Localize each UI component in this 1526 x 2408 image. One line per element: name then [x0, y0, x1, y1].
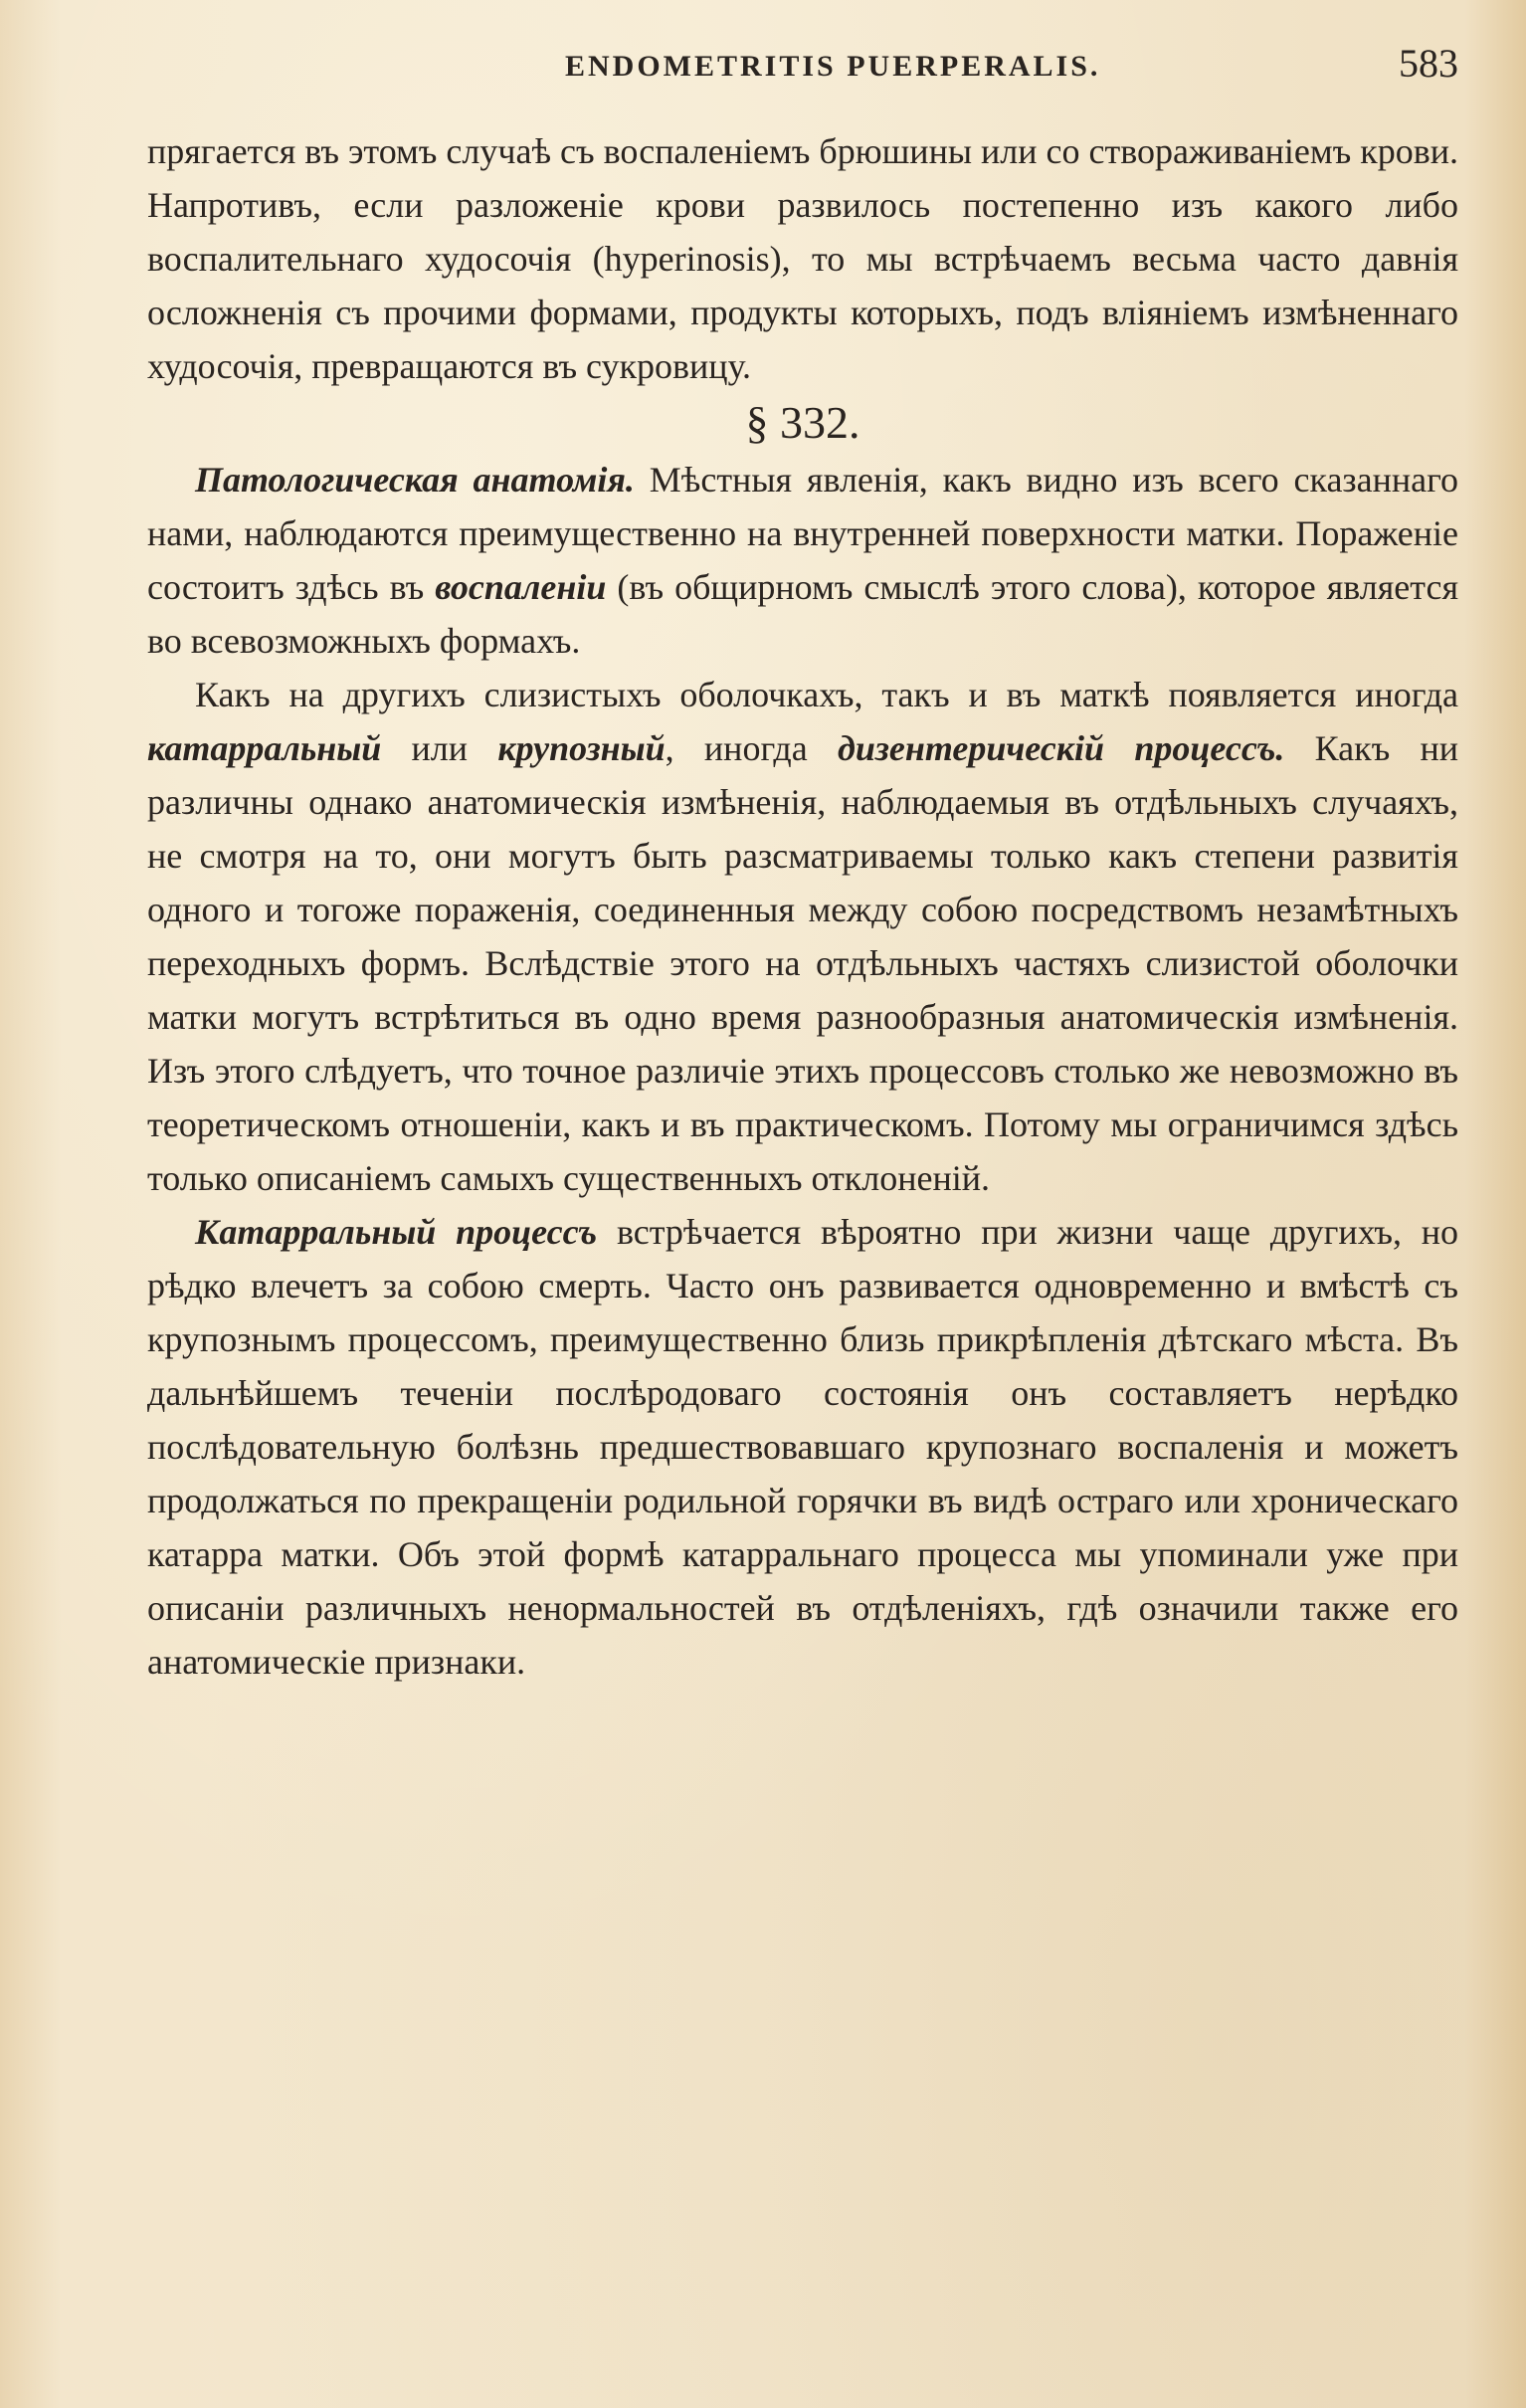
emphasis-catarrhal: катарральный: [147, 728, 382, 768]
emphasis-inflammation: воспаленіи: [435, 567, 607, 607]
emphasis-croupous: крупозный: [497, 728, 666, 768]
paragraph-processes: [147, 668, 1458, 1205]
paragraph-catarrhal-process: [147, 1205, 1458, 1689]
running-head: ENDOMETRITIS PUERPERALIS.: [565, 50, 1101, 83]
paragraph-text: Какъ ни различны однако анатомическія измѣненія, наблюдаемыя въ отдѣльныхъ случаяхъ, не смотря на то, они могутъ быть разсматриваемы только какъ степени развитія одного и тогоже пораженія, соединенныя между собою посредствомъ незамѣтныхъ переходныхъ формъ. Вслѣдствіе этого на отдѣльныхъ частяхъ слизистой оболочки матки могутъ встрѣтиться въ одно время разнообразныя анатомическія измѣненія. Изъ этого слѣдуетъ, что точное различіе этихъ процессовъ столько же невозможно въ теоретическомъ отношеніи, какъ и въ практическомъ. Потому мы ограничимся здѣсь только описаніемъ самыхъ существенныхъ отклоненій.: [147, 728, 1459, 1198]
paragraph-continuation: прягается въ этомъ случаѣ съ воспаленіемъ брюшины или со створаживаніемъ крови. Напротивъ, если разложеніе крови развилось постепенно изъ какого либо воспалительнаго худосочія (hyperinosis), то мы встрѣчаемъ весьма часто давнія осложненія съ прочими формами, продукты которыхъ, подъ вліяніемъ измѣненнаго худосочія, превращаются въ сукровицу.: [147, 131, 1458, 386]
paragraph-text: или: [381, 728, 498, 768]
emphasis-pathological-anatomy: Патологическая анатомія.: [195, 460, 635, 500]
paragraph-text: (въ общирномъ смыслѣ этого слова), которое является во всевозможныхъ формахъ.: [147, 567, 1458, 661]
paragraph-text: Мѣстныя явленія, какъ видно изъ всего сказаннаго нами, наблюдаются преимущественно на внутренней поверхности матки. Пораженіе состоитъ здѣсь въ: [147, 460, 1459, 607]
page-number: 583: [1399, 41, 1458, 86]
paragraph-pathological-anatomy: [147, 453, 1458, 668]
emphasis-catarrhal-process: Катарральный процессъ: [195, 1212, 598, 1252]
page-header: [147, 40, 1458, 96]
body-text: [147, 124, 1458, 1689]
paragraph-text: , иногда: [665, 728, 838, 768]
paragraph-text: Какъ на другихъ слизистыхъ оболочкахъ, такъ и въ маткѣ появляется иногда: [195, 675, 1458, 714]
paragraph-text: встрѣчается вѣроятно при жизни чаще другихъ, но рѣдко влечетъ за собою смерть. Часто онъ развивается одновременно и вмѣстѣ съ крупознымъ процессомъ, преимущественно близь прикрѣпленія дѣтскаго мѣста. Въ дальнѣйшемъ теченіи послѣродоваго состоянія онъ составляетъ нерѣдко послѣдовательную болѣзнь предшествовавшаго крупознаго воспаленія и можетъ продолжаться по прекращеніи родильной горячки въ видѣ остраго или хроническаго катарра матки. Объ этой формѣ катарральнаго процесса мы упоминали уже при описаніи различныхъ ненормальностей въ отдѣленіяхъ, гдѣ означили также его анатомическіе признаки.: [147, 1212, 1459, 1682]
emphasis-dysenteric: дизентерическій процессъ.: [837, 728, 1285, 768]
section-heading: § 332.: [745, 397, 860, 448]
